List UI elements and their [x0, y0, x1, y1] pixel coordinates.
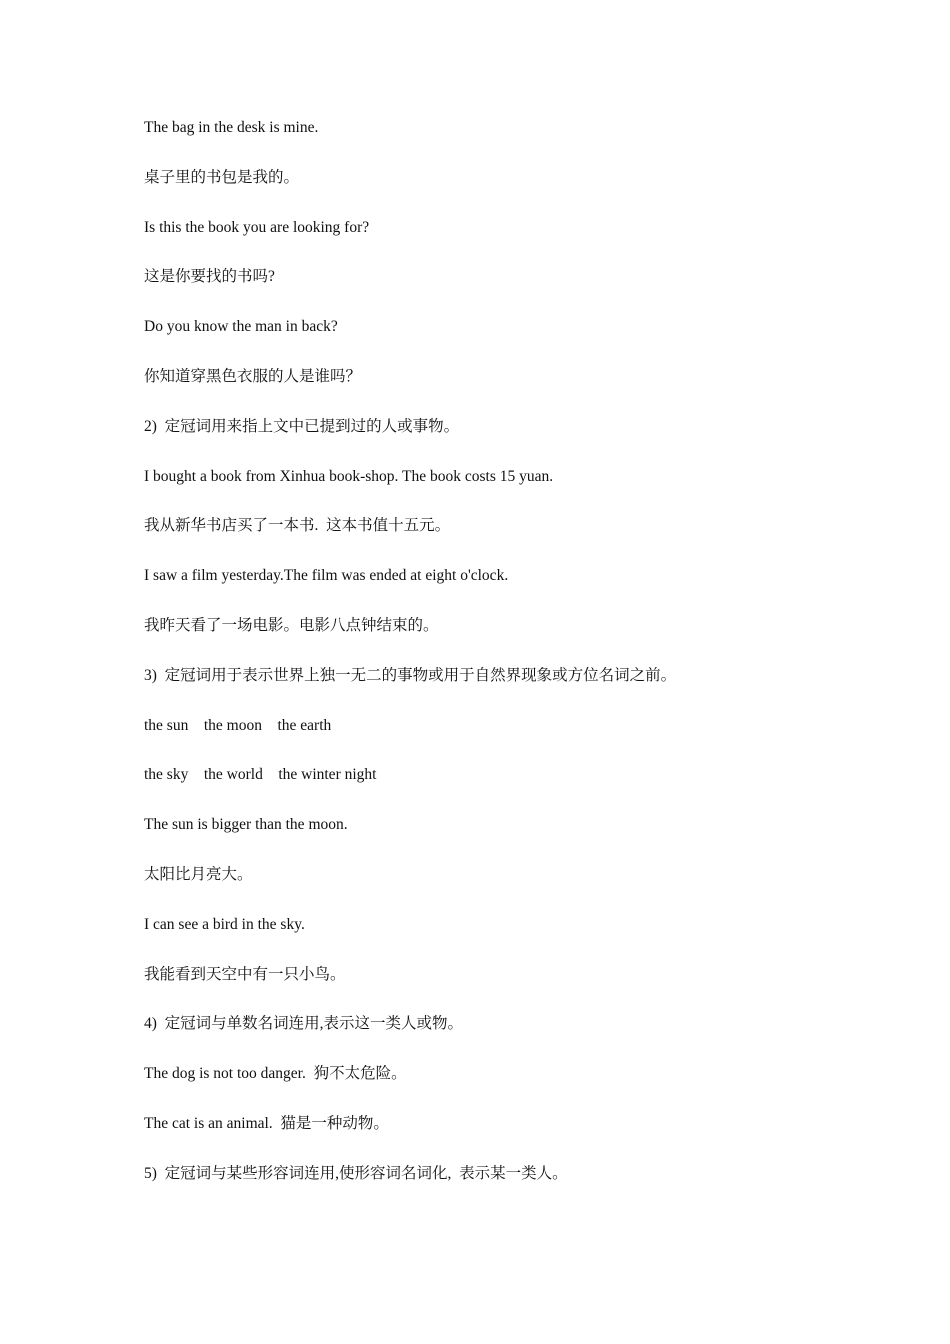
text-line: 桌子里的书包是我的。 [144, 168, 300, 186]
text-line: I can see a bird in the sky. [144, 915, 305, 933]
section-heading: 2) 定冠词用来指上文中已提到过的人或事物。 [144, 417, 460, 435]
text-line: Do you know the man in back? [144, 318, 338, 336]
text-line: I saw a film yesterday.The film was ended at eight o'clock. [144, 567, 509, 585]
text-line: the sun the moon the earth [144, 716, 332, 734]
text-line: 我从新华书店买了一本书. 这本书值十五元。 [144, 517, 451, 535]
text-line: Is this the book you are looking for? [144, 218, 370, 236]
text-line: 你知道穿黑色衣服的人是谁吗？ [144, 367, 362, 385]
text-line: 我能看到天空中有一只小鸟。 [144, 965, 346, 983]
text-line: The cat is an animal. 猫是一种动物。 [144, 1114, 389, 1132]
text-line: The dog is not too danger. 狗不太危险。 [144, 1065, 407, 1083]
text-line: The bag in the desk is mine. [144, 119, 319, 136]
text-line: 太阳比月亮大。 [144, 865, 253, 883]
section-heading: 5) 定冠词与某些形容词连用,使形容词名词化, 表示某一类人。 [144, 1164, 568, 1182]
text-line: I bought a book from Xinhua book-shop. The book costs 15 yuan. [144, 467, 554, 485]
section-heading: 4) 定冠词与单数名词连用,表示这一类人或物。 [144, 1015, 464, 1033]
text-line: 这是你要找的书吗? [144, 268, 275, 286]
text-line: 我昨天看了一场电影。电影八点钟结束的。 [144, 616, 439, 634]
text-line: the sky the world the winter night [144, 766, 377, 784]
text-line: The sun is bigger than the moon. [144, 816, 348, 834]
document-body [144, 116, 844, 1212]
section-heading: 3) 定冠词用于表示世界上独一无二的事物或用于自然界现象或方位名词之前。 [144, 666, 677, 684]
